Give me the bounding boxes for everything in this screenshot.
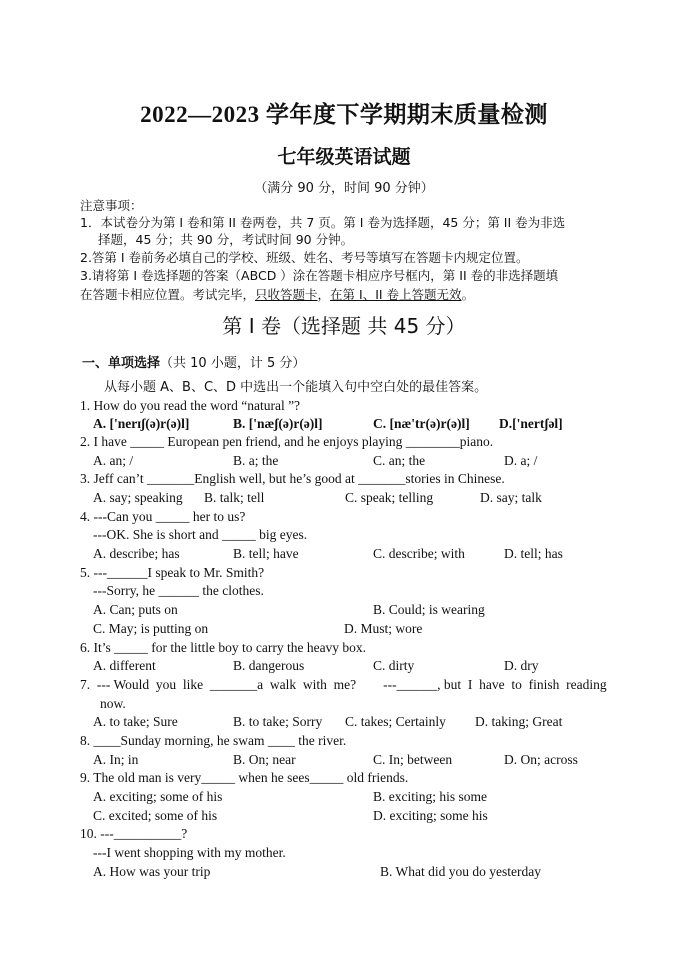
question-5: 5. ---______I speak to Mr. Smith? (80, 565, 265, 580)
note-2: 2.答第 I 卷前务必填自己的学校、班级、姓名、考号等填写在答题卡内规定位置。 (80, 250, 529, 265)
q2-option-a: A. an; / (93, 453, 134, 468)
exam-subtitle: 七年级英语试题 (277, 146, 411, 168)
q8-option-d: D. On; across (504, 752, 578, 767)
q2-option-b: B. a; the (233, 453, 279, 468)
question-2: 2. I have _____ European pen friend, and he enjoys playing ________piano. (80, 434, 494, 449)
exam-title: 2022—2023 学年度下学期期末质量检测 (140, 102, 548, 127)
question-9: 9. The old man is very_____ when he sees_____ old friends. (80, 770, 409, 785)
q1-option-c: C. [næ'tr(ə)r(ə)l] (373, 416, 470, 431)
question-7: 7. --- Would you like _______a walk with me? ---______, but I have to finish reading (80, 677, 607, 692)
note-3b-underlined-1: 只收答题卡 (255, 287, 318, 302)
q10-option-a: A. How was your trip (93, 864, 211, 879)
q3-option-d: D. say; talk (480, 490, 542, 505)
q4-option-c: C. describe; with (373, 546, 465, 561)
q7-option-a: A. to take; Sure (93, 714, 178, 729)
q4-option-a: A. describe; has (93, 546, 180, 561)
q4-option-d: D. tell; has (504, 546, 563, 561)
q9-option-a: A. exciting; some of his (93, 789, 223, 804)
part-instruction: 从每小题 A、B、C、D 中选出一个能填入句中空白处的最佳答案。 (104, 380, 488, 395)
q8-option-c: C. In; between (373, 752, 453, 767)
question-10: 10. ---__________? (80, 826, 188, 841)
q3-option-b: B. talk; tell (204, 490, 265, 505)
q9-option-b: B. exciting; his some (373, 789, 487, 804)
note-3b-comma: ， (317, 287, 331, 302)
q5-option-c: C. May; is putting on (93, 621, 209, 636)
question-6: 6. It’s _____ for the little boy to carry the heavy box. (80, 640, 367, 655)
q1-option-d: D.['nertʃəl] (499, 416, 563, 431)
question-1: 1. How do you read the word “natural ”? (80, 398, 301, 413)
q3-option-a: A. say; speaking (93, 490, 183, 505)
q6-option-c: C. dirty (373, 658, 415, 673)
section-title: 第 I 卷（选择题 共 45 分） (222, 314, 466, 338)
q1-option-a: A. ['nerɪʃ(ə)r(ə)l] (93, 416, 190, 431)
q7-option-d: D. taking; Great (475, 714, 563, 729)
q1-option-b: B. ['næʃ(ə)r(ə)l] (233, 416, 323, 431)
question-4-reply: ---OK. She is short and _____ big eyes. (93, 527, 308, 542)
q6-option-b: B. dangerous (233, 658, 305, 673)
note-3b-text: 在答题卡相应位置。考试完毕， (80, 287, 256, 302)
part-label: 一、单项选择 (82, 356, 161, 371)
note-3b-underlined-2: 在第 I、II 卷上答题无效 (330, 287, 462, 302)
question-7-cont: now. (100, 696, 126, 711)
question-4: 4. ---Can you _____ her to us? (80, 509, 246, 524)
q3-option-c: C. speak; telling (345, 490, 434, 505)
q9-option-d: D. exciting; some his (373, 808, 488, 823)
question-5-reply: ---Sorry, he ______ the clothes. (93, 583, 264, 598)
q2-option-c: C. an; the (373, 453, 426, 468)
question-3: 3. Jeff can’t _______English well, but he’s good at _______stories in Chinese. (80, 471, 505, 486)
note-3b (80, 285, 474, 303)
notes-heading: 注意事项： (80, 198, 143, 213)
part-heading (82, 352, 305, 371)
part-info: （共 10 小题，计 5 分） (160, 356, 306, 371)
note-3b-period: 。 (461, 287, 475, 302)
q8-option-a: A. In; in (93, 752, 139, 767)
q7-option-b: B. to take; Sorry (233, 714, 323, 729)
q7-option-c: C. takes; Certainly (345, 714, 446, 729)
q6-option-d: D. dry (504, 658, 539, 673)
note-1a: 1．本试卷分为第 I 卷和第 II 卷两卷，共 7 页。第 I 卷为选择题，45 分；第 II 卷为非选 (80, 215, 566, 230)
note-3a: 3.请将第 I 卷选择题的答案（ABCD ）涂在答题卡相应序号框内，第 II 卷的非选择题填 (80, 268, 559, 283)
q10-option-b: B. What did you do yesterday (380, 864, 541, 879)
q5-option-d: D. Must; wore (344, 621, 423, 636)
q8-option-b: B. On; near (233, 752, 296, 767)
q2-option-d: D. a; / (504, 453, 538, 468)
q4-option-b: B. tell; have (233, 546, 299, 561)
question-10-reply: ---I went shopping with my mother. (93, 845, 286, 860)
question-8: 8. ____Sunday morning, he swam ____ the river. (80, 733, 347, 748)
q6-option-a: A. different (93, 658, 156, 673)
q5-option-a: A. Can; puts on (93, 602, 178, 617)
note-1b: 择题，45 分；共 90 分，考试时间 90 分钟。 (98, 232, 354, 247)
q9-option-c: C. excited; some of his (93, 808, 218, 823)
q5-option-b: B. Could; is wearing (373, 602, 485, 617)
score-info: （满分 90 分，时间 90 分钟） (254, 181, 434, 196)
